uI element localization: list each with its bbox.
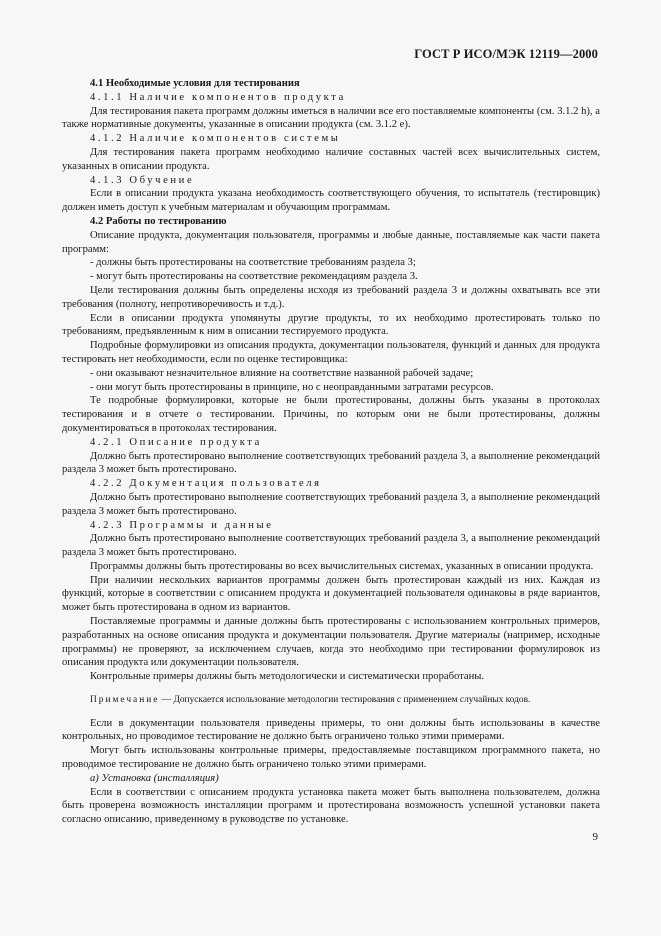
item-heading: а) Установка (инсталляция) [90,772,219,784]
section-blocks-continued [62,717,600,827]
subsection-heading: 4.1.1 Наличие компонентов продукта [90,91,346,103]
paragraph: Контрольные примеры должны быть методологически и систематически проработаны. [90,671,485,683]
paragraph: Программы должны быть протестированы во всех вычислительных системах, указанных в описании продукта. [90,560,594,572]
list-item: - они оказывают незначительное влияние на соответствие названной рабочей задаче; [90,367,474,379]
section-blocks [62,77,600,684]
paragraph: Поставляемые программы и данные должны быть протестированы с использованием контрольных примеров, разработанных на основе описания продукта и документации пользователя. Другие материалы (например, исходные программы) не проверяют, за исключением случаев, когда это необходимо при тестировании формулировок из описания продукта или документации пользователя. [62,616,600,669]
paragraph: Для тестирования пакета программ должны иметься в наличии все его поставляемые компоненты (см. 3.1.2 h), а также нормативные документы, указанные в описании продукта (см. 3.1.2 e). [62,105,600,131]
paragraph: При наличии нескольких вариантов программы должен быть протестирован каждый из них. Каждая из функций, которые в соответствии с описанием продукта и документацией пользователя одинаковы в ряде вариантов, может быть протестирована в одном из вариантов. [62,574,600,614]
paragraph: Если в документации пользователя приведены примеры, то они должны быть использованы в качестве контрольных, но проводимое тестирование не должно быть ограничено только этими примерами. [62,717,600,743]
subsection-heading: 4.2.3 Программы и данные [90,519,274,531]
paragraph: Если в описании продукта упомянуты другие продукты, то их необходимо протестировать только по требованиям, предъявленным к ним в описании тестируемого продукта. [62,312,600,338]
section-heading: 4.2 Работы по тестированию [90,215,227,227]
page-body [62,77,600,827]
list-item: - могут быть протестированы на соответствие рекомендациям раздела 3. [90,271,418,283]
paragraph: Для тестирования пакета программ необходимо наличие составных частей всех вычислительных систем, указанных в описании продукта. [62,146,600,172]
paragraph: Те подробные формулировки, которые не были протестированы, должны быть указаны в протоколах тестирования и в отчете о тестировании. Причины, по которым они не были протестированы, должны документироваться в протоколах тестирования. [62,395,600,434]
note-label: Примечание [90,695,160,706]
paragraph: Если в описании продукта указана необходимость соответствующего обучения, то испытатель (тестировщик) должен иметь доступ к учебным материалам и обучающим программам. [62,188,600,214]
note-text: — Допускается использование методологии тестирования с применением случайных кодов. [159,695,531,706]
paragraph: Должно быть протестировано выполнение соответствующих требований раздела 3, а выполнение рекомендаций раздела 3 может быть протестировано. [62,450,600,476]
paragraph: Подробные формулировки из описания продукта, документации пользователя, функций и данных для продукта тестировать нет необходимости, если по оценке тестировщика: [62,340,600,365]
paragraph: Должно быть протестировано выполнение соответствующих требований раздела 3, а выполнение рекомендаций раздела 3 может быть протестировано. [62,491,600,517]
subsection-heading: 4.1.2 Наличие компонентов системы [90,133,341,145]
paragraph: Цели тестирования должны быть определены исходя из требований раздела 3 и должны охватывать все эти требования (полноту, непротиворечивость и т.д.). [62,284,600,310]
paragraph: Если в соответствии с описанием продукта установка пакета может быть выполнена пользователем, должна быть проверена возможность инсталляции программ и протестирована возможность успешной установки пакета согласно описанию, приведенному в руководстве по установке. [62,786,600,826]
subsection-heading: 4.1.3 Обучение [90,174,195,186]
subsection-heading: 4.2.1 Описание продукта [90,436,262,448]
list-item: - должны быть протестированы на соответствие требованиям раздела 3; [90,257,416,269]
paragraph: Описание продукта, документация пользователя, программы и любые данные, поставляемые как части пакета программ: [62,229,600,255]
paragraph: Должно быть протестировано выполнение соответствующих требований раздела 3, а выполнение рекомендаций раздела 3 может быть протестировано. [62,533,600,559]
standard-header: ГОСТ Р ИСО/МЭК 12119—2000 [414,47,598,61]
paragraph: Могут быть использованы контрольные примеры, предоставляемые поставщиком программного пакета, но проводимое тестирование не должно быть ограничено только этими примерами. [62,745,600,771]
page-number: 9 [592,831,598,843]
subsection-heading: 4.2.2 Документация пользователя [90,478,322,490]
note-paragraph [62,694,600,707]
list-item: - они могут быть протестированы в принципе, но с неоправданными затратами ресурсов. [90,381,494,393]
section-heading: 4.1 Необходимые условия для тестирования [90,78,300,89]
